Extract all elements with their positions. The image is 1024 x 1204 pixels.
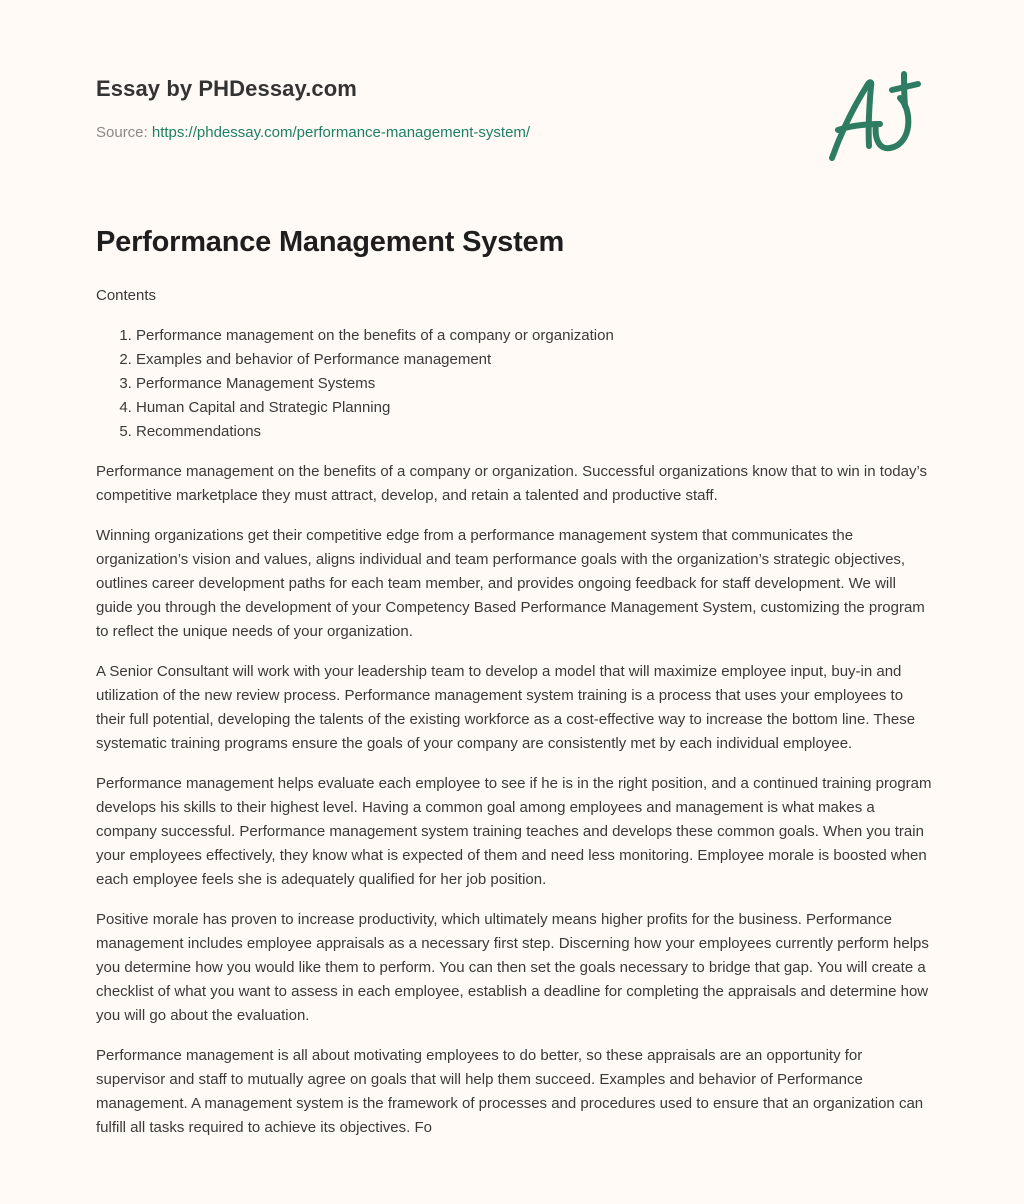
toc-item[interactable]: [136, 420, 614, 444]
paragraph: Performance management on the benefits of a company or organization. Successful organizations know that to win in today’s competitive marketplace they must attract, develop, and retain a talented and productive staff.: [96, 463, 928, 504]
essay-header: [96, 0, 932, 200]
toc-item-label[interactable]: Human Capital and Strategic Planning: [136, 399, 391, 416]
toc-item-label[interactable]: Recommendations: [136, 423, 262, 440]
essay-body: [96, 460, 932, 1156]
toc-item-label[interactable]: Examples and behavior of Performance management: [136, 351, 492, 368]
a-plus-logo-icon: [824, 68, 928, 164]
paragraph: Positive morale has proven to increase productivity, which ultimately means higher profits for the business. Performance management includes employee appraisals as a necessary first step. Discerning how your employees currently perform helps you determine how you would like them to perform. You can then set the goals necessary to bridge that gap. You will create a checklist of what you want to assess in each employee, establish a deadline for completing the appraisals and determine how you will go about the evaluation.: [96, 911, 929, 1024]
contents-label: Contents: [96, 287, 157, 304]
toc-item[interactable]: [136, 348, 614, 372]
source-link[interactable]: https://phdessay.com/performance-management-system/: [151, 124, 531, 141]
essay-title: Performance Management System: [96, 226, 565, 258]
toc-item[interactable]: [136, 324, 614, 348]
brand-title: Essay by PHDessay.com: [96, 76, 357, 101]
toc-item-label[interactable]: Performance Management Systems: [136, 375, 376, 392]
table-of-contents: [96, 324, 614, 444]
source-label: Source:: [96, 124, 152, 141]
paragraph: Performance management is all about motivating employees to do better, so these appraisals are an opportunity for supervisor and staff to mutually agree on goals that will help them succeed. Examples and behavior of Performance management. A management system is the framework of processes and procedures used to ensure that an organization can fulfill all tasks required to achieve its objectives. Fo: [96, 1047, 924, 1136]
toc-item[interactable]: [136, 372, 614, 396]
essay-page: [96, 0, 932, 1136]
paragraph: A Senior Consultant will work with your leadership team to develop a model that will maximize employee input, buy-in and utilization of the new review process. Performance management system training is a process that uses your employees to their full potential, developing the talents of the existing workforce as a cost-effective way to increase the bottom line. These systematic training programs ensure the goals of your company are consistently met by each individual employee.: [96, 663, 916, 752]
toc-item[interactable]: [136, 396, 614, 420]
paragraph: Performance management helps evaluate each employee to see if he is in the right position, and a continued training program develops his skills to their highest level. Having a common goal among employees and management is what makes a company successful. Performance management system training teaches and develops these common goals. When you train your employees effectively, they know what is expected of them and need less monitoring. Employee morale is boosted when each employee feels she is adequately qualified for her job position.: [96, 775, 932, 888]
paragraph: Winning organizations get their competitive edge from a performance management system that communicates the organization’s vision and values, aligns individual and team performance goals with the organization’s strategic objectives, outlines career development paths for each team member, and provides ongoing feedback for staff development. We will guide you through the development of your Competency Based Performance Management System, customizing the program to reflect the unique needs of your organization.: [96, 527, 925, 640]
source-line: [96, 124, 530, 141]
toc-item-label[interactable]: Performance management on the benefits of a company or organization: [136, 327, 614, 344]
